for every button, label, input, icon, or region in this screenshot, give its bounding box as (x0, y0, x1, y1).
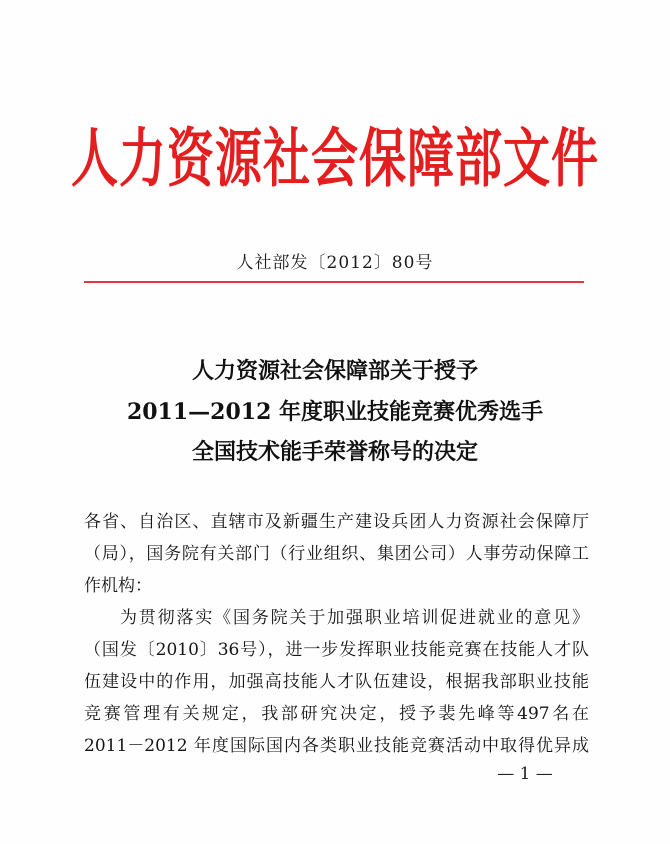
decision-title-line-3: 全国技术能手荣誉称号的决定 (191, 439, 478, 465)
issuing-authority-title: 人力资源社会保障部文件 (71, 122, 599, 197)
decision-title-line-1: 人力资源社会保障部关于授予 (191, 358, 478, 384)
body-text-line: 各省、自治区、直辖市及新疆生产建设兵团人力资源社会保障厅 (84, 512, 589, 532)
body-text-line: 为贯彻落实《国务院关于加强职业培训促进就业的意见》 (120, 608, 589, 628)
body-text-line: 竞赛管理有关规定，我部研究决定，授予裴先峰等497名在 (84, 704, 589, 724)
body-text-line: 作机构： (84, 576, 152, 596)
body-text-line: 伍建设中的作用，加强高技能人才队伍建设，根据我部职业技能 (84, 672, 589, 692)
body-text-line: 2011－2012 年度国际国内各类职业技能竞赛活动中取得优异成 (84, 736, 589, 756)
body-text-line: （局），国务院有关部门（行业组织、集团公司）人事劳动保障工 (84, 544, 589, 564)
document-number: 人社部发〔2012〕80号 (236, 253, 434, 273)
body-text-line: （国发〔2010〕36号），进一步发挥职业技能竞赛在技能人才队 (84, 640, 589, 660)
decision-title-line-2: 2011—2012 年度职业技能竞赛优秀选手 (126, 399, 544, 425)
page-number: — 1 — (497, 764, 553, 784)
red-divider-line (84, 281, 584, 283)
